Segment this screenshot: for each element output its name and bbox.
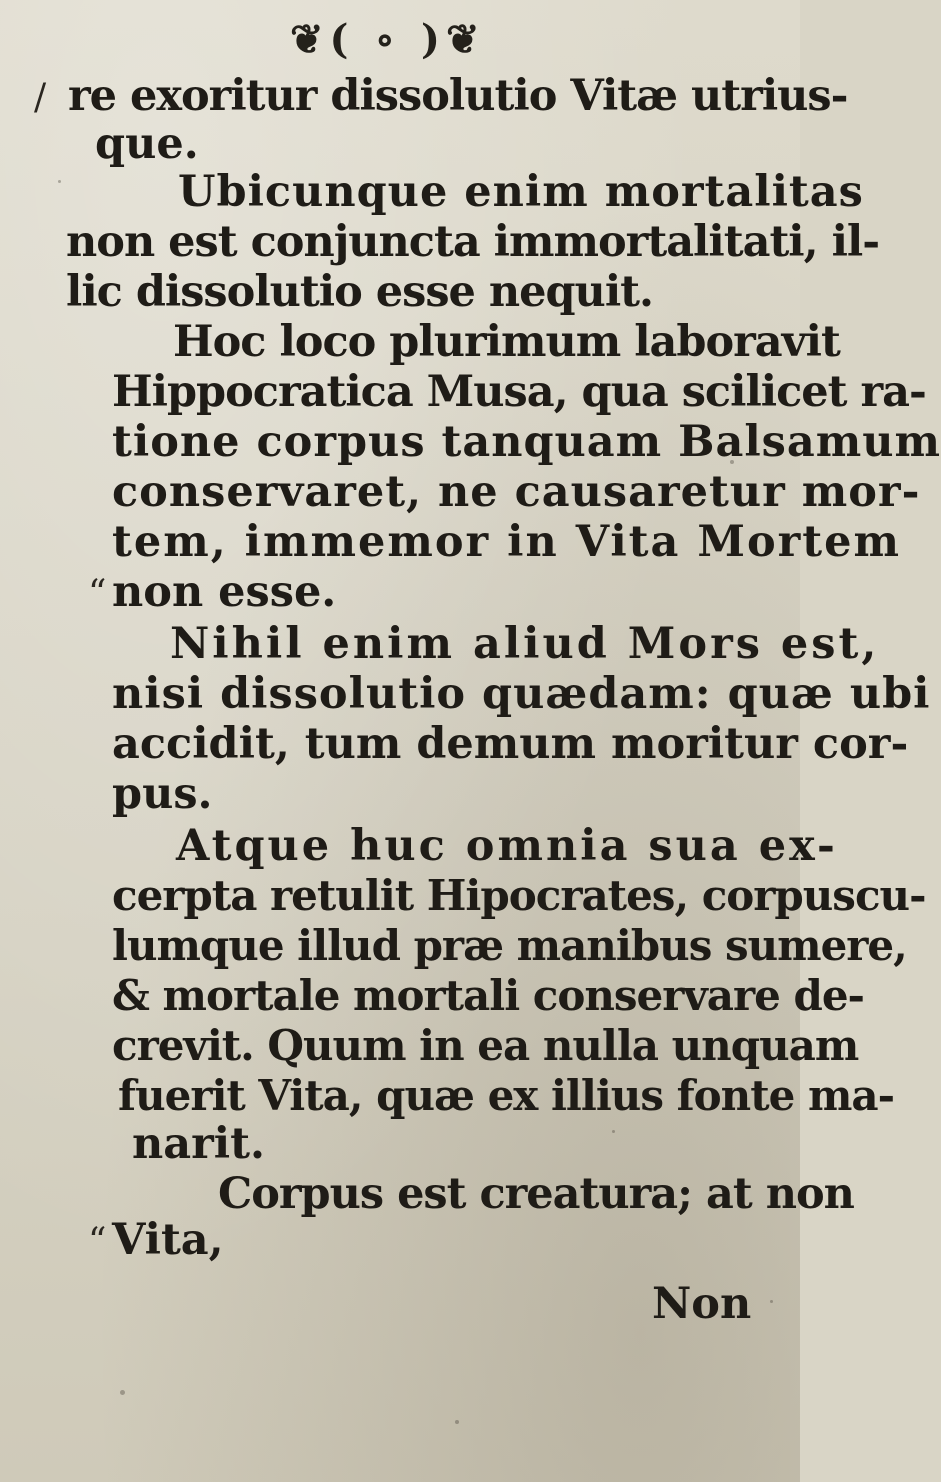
text-line-2: que.: [95, 119, 199, 169]
text-line-12: Nihil enim aliud Mors est,: [170, 619, 880, 669]
text-line-4: non est conjuncta immortalitati, il-: [66, 217, 880, 267]
text-line-5: lic dissolutio esse nequit.: [66, 267, 653, 317]
text-line-1: re exoritur dissolutio Vitæ utrius-: [68, 71, 848, 121]
text-line-6: Hoc loco plurimum laboravit: [173, 317, 840, 367]
text-line-15: pus.: [112, 769, 213, 819]
text-line-22: narit.: [132, 1119, 265, 1169]
paper-speck: [770, 1300, 773, 1303]
paper-speck: [612, 1130, 615, 1133]
text-line-23: Corpus est creatura; at non: [218, 1169, 854, 1219]
text-line-13: nisi dissolutio quædam: quæ ubi: [112, 669, 931, 719]
printer-ornament: ❦( ∘ )❦: [290, 16, 486, 63]
text-line-7: Hippocratica Musa, qua scilicet ra-: [112, 367, 926, 417]
text-line-9: conservaret, ne causaretur mor-: [112, 467, 921, 517]
margin-quote-mark: “: [88, 1221, 107, 1262]
text-line-19: & mortale mortali conservare de-: [112, 971, 864, 1020]
text-line-21: fuerit Vita, quæ ex illius fonte ma-: [118, 1071, 895, 1120]
paper-speck: [455, 1420, 459, 1424]
text-line-18: lumque illud præ manibus sumere,: [112, 921, 907, 970]
text-line-24: Vita,: [112, 1215, 224, 1265]
margin-quote-mark: “: [88, 573, 107, 614]
text-line-11: non esse.: [112, 567, 337, 617]
paper-speck: [58, 180, 61, 183]
text-line-16: Atque huc omnia sua ex-: [176, 821, 838, 871]
text-line-3: Ubicunque enim mortalitas: [178, 167, 864, 217]
margin-slash-mark: /: [34, 77, 47, 118]
text-line-14: accidit, tum demum moritur cor-: [112, 719, 909, 769]
text-line-8: tione corpus tanquam Balsamum: [112, 417, 941, 467]
catchword: Non: [652, 1279, 752, 1329]
paper-speck: [120, 1390, 125, 1395]
text-line-17: cerpta retulit Hipocrates, corpuscu-: [112, 871, 926, 920]
text-line-20: crevit. Quum in ea nulla unquam: [112, 1021, 859, 1070]
text-line-10: tem, immemor in Vita Mortem: [112, 517, 902, 567]
